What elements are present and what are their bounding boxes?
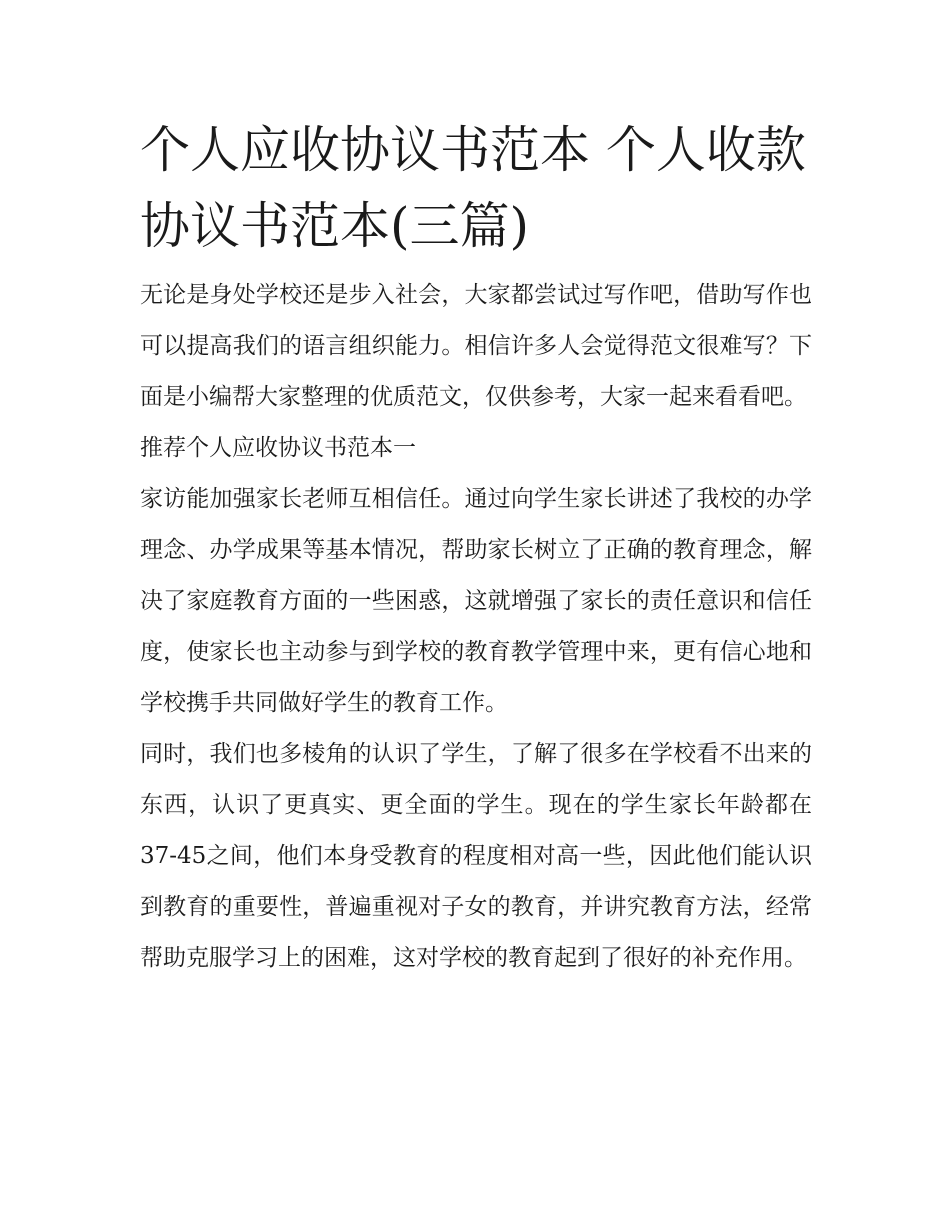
intro-paragraph: 无论是身处学校还是步入社会，大家都尝试过写作吧，借助写作也可以提高我们的语言组织能力。相信许多人会觉得范文很难写？下面是小编帮大家整理的优质范文，仅供参考，大家一起来看看吧。 <box>140 282 812 410</box>
body-paragraph-2: 同时，我们也多棱角的认识了学生，了解了很多在学校看不出来的东西，认识了更真实、更全面的学生。现在的学生家长年龄都在37-45之间，他们本身受教育的程度相对高一些，因此他们能认识到教育的重要性，普遍重视对子女的教育，并讲究教育方法，经常帮助克服学习上的困难，这对学校的教育起到了很好的补充作用。 <box>140 741 812 971</box>
body-paragraph-1: 家访能加强家长老师互相信任。通过向学生家长讲述了我校的办学理念、办学成果等基本情况，帮助家长树立了正确的教育理念，解决了家庭教育方面的一些困惑，这就增强了家长的责任意识和信任度，使家长也主动参与到学校的教育教学管理中来，更有信心地和学校携手共同做好学生的教育工作。 <box>140 486 812 716</box>
section-heading: 推荐个人应收协议书范本一 <box>140 435 416 461</box>
document-body <box>140 112 812 984</box>
document-title: 个人应收协议书范本 个人收款协议书范本(三篇) <box>140 121 806 255</box>
